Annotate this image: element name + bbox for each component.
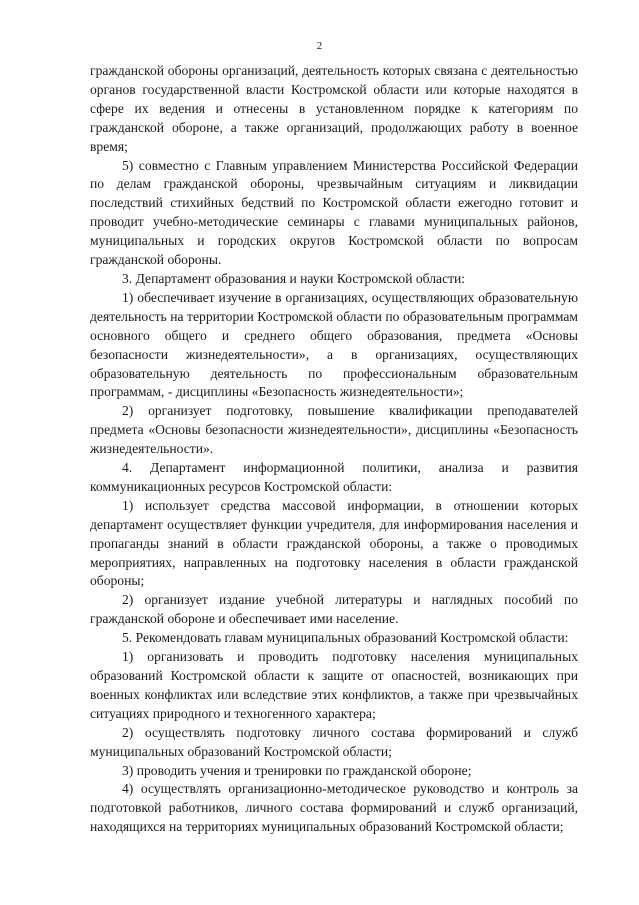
paragraph: 5) совместно с Главным управлением Министерства Российской Федерации по делам гражданской обороны, чрезвычайным ситуациям и ликвидации последствий стихийных бедствий по Костромской области ежегодно готовит и проводит учебно-методические семинары с главами муниципальных районов, муниципальных и городских округов Костромской области по вопросам гражданской обороны. bbox=[90, 157, 578, 268]
paragraph: 1) обеспечивает изучение в организациях, осуществляющих образовательную деятельность на территории Костромской области по образовательным программам основного общего и среднего общего образования, предмета «Основы безопасности жизнедеятельности», а в организациях, осуществляющих образовательную деятельность по профессиональным образовательным программам, - дисциплины «Безопасность жизнедеятельности»; bbox=[90, 289, 578, 400]
paragraph: 3) проводить учения и тренировки по гражданской обороне; bbox=[122, 762, 472, 778]
page-number: 2 bbox=[316, 40, 323, 52]
paragraph: 1) организовать и проводить подготовку населения муниципальных образований Костромской области к защите от опасностей, возникающих при военных конфликтах или вследствие этих конфликтов, а также при чрезвычайных ситуациях природного и техногенного характера; bbox=[90, 649, 578, 721]
paragraph: 2) осуществлять подготовку личного состава формирований и служб муниципальных образований Костромской области; bbox=[90, 724, 578, 759]
paragraph: 5. Рекомендовать главам муниципальных образований Костромской области: bbox=[122, 630, 569, 646]
paragraph: гражданской обороны организаций, деятельность которых связана с деятельностью органов государственной власти Костромской области или которые находятся в сфере их ведения и отнесены в установленном порядке к категориям по гражданской обороне, а также организаций, продолжающих работу в военное время; bbox=[90, 63, 578, 154]
paragraph: 3. Департамент образования и науки Костромской области: bbox=[122, 270, 466, 286]
paragraph: 4. Департамент информационной политики, анализа и развития коммуникационных ресурсов Костромской области: bbox=[90, 460, 578, 494]
paragraph: 2) организует подготовку, повышение квалификации преподавателей предмета «Основы безопасности жизнедеятельности», дисциплины «Безопасность жизнедеятельности». bbox=[90, 403, 578, 457]
paragraph: 1) использует средства массовой информации, в отношении которых департамент осуществляет функции учредителя, для информирования населения и пропаганды знаний в области гражданской обороны, а также о проводимых мероприятиях, направленных на подготовку населения в области гражданской обороны; bbox=[90, 497, 578, 589]
paragraph: 2) организует издание учебной литературы и наглядных пособий по гражданской обороне и обеспечивает ими население. bbox=[90, 592, 578, 627]
document-body bbox=[90, 62, 578, 837]
paragraph: 4) осуществлять организационно-методическое руководство и контроль за подготовкой работников, личного состава формирований и служб организаций, находящихся на территориях муниципальных образований Костромской области; bbox=[90, 781, 578, 835]
